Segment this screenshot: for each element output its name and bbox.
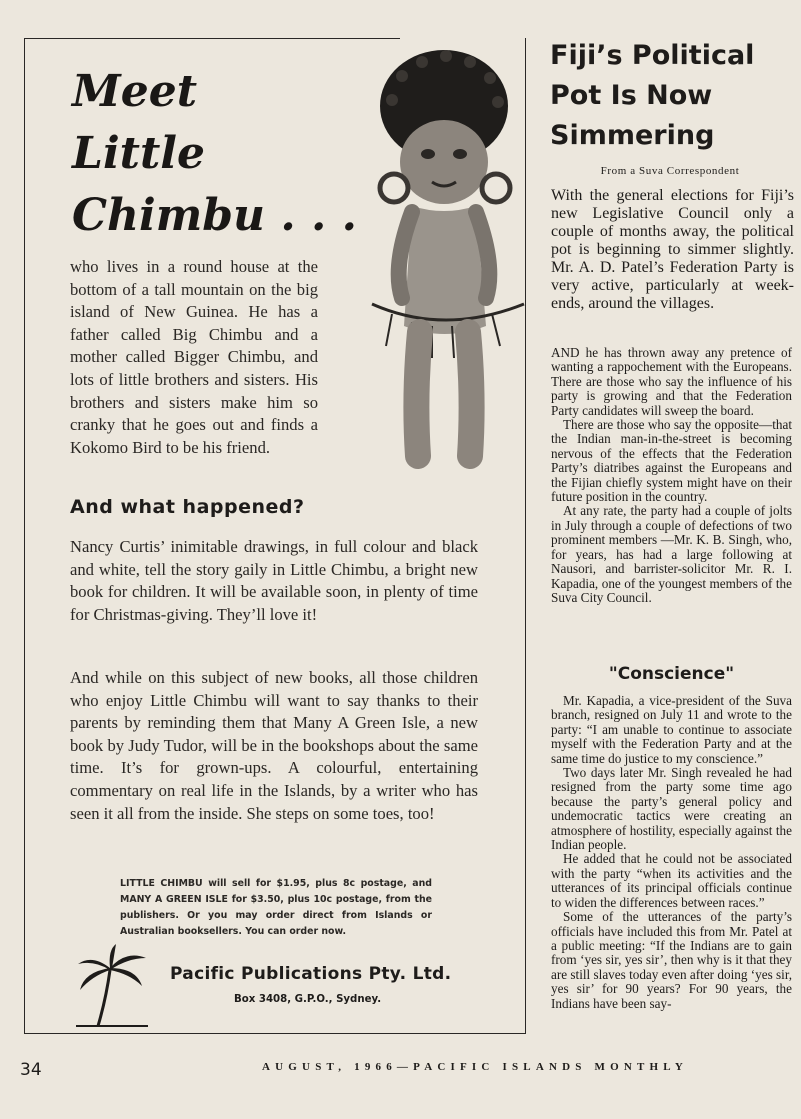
article-paragraph: AND he has thrown away any pretence of wanting a rappochement with the Europeans. There are those who say the influence of his party is growing and that the Federation Party candidates will sweep the board. (551, 345, 792, 418)
article-body-2 (551, 694, 792, 1011)
publisher-name: Pacific Publications Pty. Ltd. (170, 964, 452, 984)
ad-headline-line-2: Little (72, 128, 206, 179)
article-paragraph: Some of the utterances of the party’s officials have included this from Mr. Patel at a public meeting: “If the Indians are to gain from ‘yes sir, yes sir’, then why is it that they are still slaves today even after doing ‘yes sir, yes sir’ for 90 years? For 90 years, the Indians have been say- (551, 909, 792, 1011)
publisher-address: Box 3408, G.P.O., Sydney. (234, 994, 382, 1005)
ad-headline-line-3: Chimbu . . . (72, 190, 357, 241)
article-paragraph: Two days later Mr. Singh revealed he had resigned from the party some time ago because the party’s general policy and undemocratic tactics were creating an atmosphere of hostility, especially against the Indian people. (551, 765, 792, 853)
article-paragraph: He added that he could not be associated with the party “when its activities and the utterances of its principal officials continue to widen the differences between races.” (551, 851, 792, 910)
article-body-1 (551, 346, 792, 605)
palm-tree-icon (76, 944, 152, 1028)
ad-paragraph-2: Nancy Curtis’ inimitable drawings, in full colour and black and white, tell the story gaily in Little Chimbu, a bright new book for children. It will be available soon, in plenty of time for Christmas-giving. They’ll love it! (70, 537, 478, 624)
article-paragraph: At any rate, the party had a couple of jolts in July through a couple of defections of two prominent members —Mr. K. B. Singh, who, for years, has had a large following at Nausori, and barrister-solicitor Mr. R. I. Kapadia, one of the youngest members of the Suva City Council. (551, 503, 792, 605)
footer-running-title: AUGUST, 1966—PACIFIC ISLANDS MONTHLY (262, 1061, 688, 1073)
ad-headline (72, 62, 372, 248)
article-title-line-2: Pot Is Now (550, 80, 713, 111)
ad-intro-paragraph: who lives in a round house at the bottom of a tall mountain on the big island of New Guinea. He has a father called Big Chimbu and a mother called Bigger Chimbu, and lots of little brothers and sisters. His brothers and sisters make him so cranky that he goes out and finds a Kokomo Bird to be his friend. (70, 257, 318, 457)
article-title-line-1: Fiji’s Political (550, 40, 755, 71)
ad-price-note: LITTLE CHIMBU will sell for $1.95, plus 8c postage, and MANY A GREEN ISLE for $3.50, plus 10c postage, from the publishers. Or you may order direct from Islands or Australian booksellers. You can order now. (120, 878, 432, 937)
article-subhead: "Conscience" (608, 664, 735, 684)
chimbu-figure-illustration (352, 36, 532, 472)
article-lead: With the general elections for Fiji’s new Legislative Council only a couple of months away, the political pot is beginning to simmer slightly. Mr. A. D. Patel’s Federation Party is very active, particularly at week-ends, around the villages. (551, 187, 794, 312)
advertisement-top-rule (24, 38, 400, 39)
ad-headline-line-1: Meet (72, 66, 198, 117)
article-title-line-3: Simmering (550, 120, 715, 151)
ad-subheading: And what happened? (70, 496, 305, 518)
article-byline: From a Suva Correspondent (600, 165, 740, 177)
article-paragraph: There are those who say the opposite—that the Indian man-in-the-street is becoming nervous of the effects that the Federation Party’s diatribes against the Europeans and the Fijian chiefly system might have on their future position in the country. (551, 417, 792, 505)
page-number: 34 (20, 1060, 42, 1080)
article-title (550, 36, 790, 156)
ad-paragraph-3: And while on this subject of new books, all those children who enjoy Little Chimbu will want to say thanks to their parents by reminding them that Many A Green Isle, a new book by Judy Tudor, will be in the bookshops about the same time. It’s for grown-ups. A colourful, entertaining commentary on real life in the Islands, by a writer who has seen it all from the inside. She steps on some toes, too! (70, 668, 478, 823)
article-paragraph: Mr. Kapadia, a vice-president of the Suva branch, resigned on July 11 and wrote to the party: “I am unable to continue to associate myself with the Federation Party and at the same time do justice to my conscience.” (551, 693, 792, 766)
